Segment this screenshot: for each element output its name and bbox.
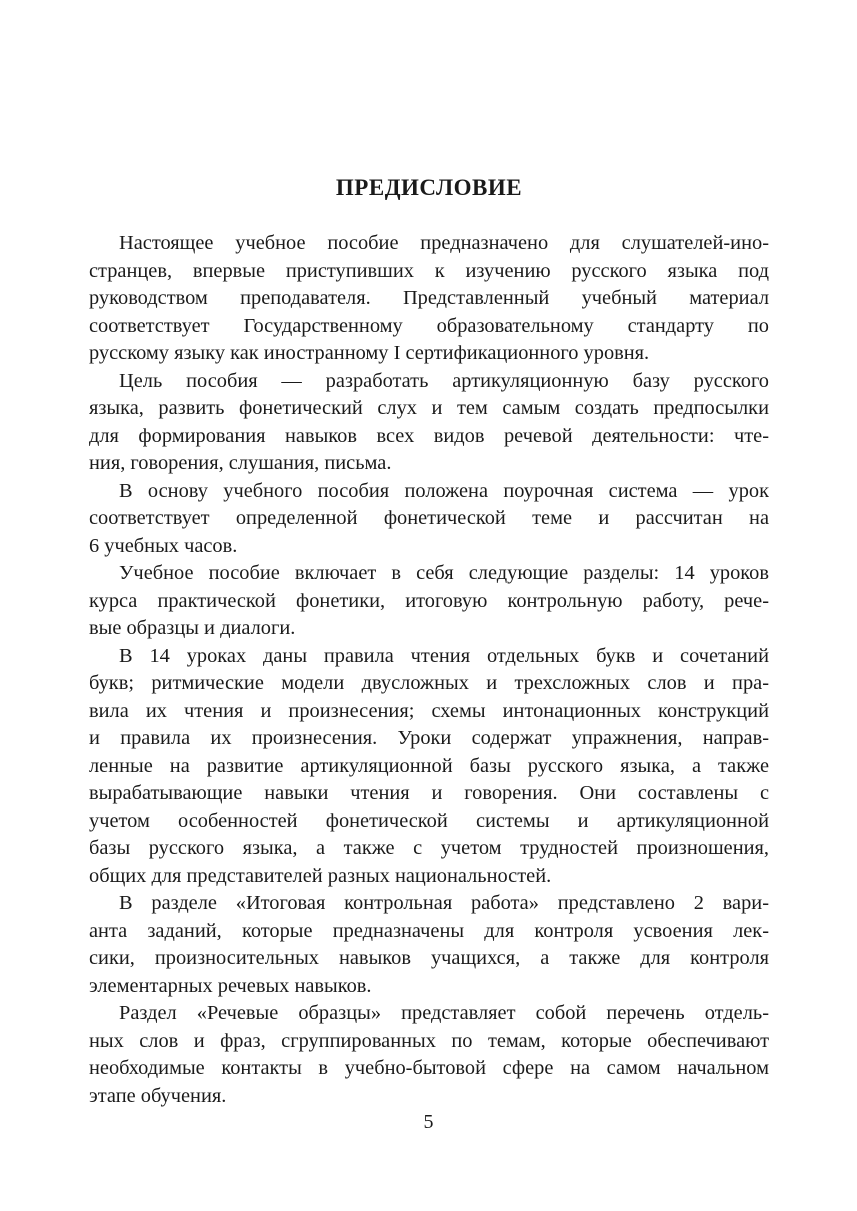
text-line: курса практической фонетики, итоговую контрольную работу, рече- xyxy=(89,589,769,612)
text-line: Цель пособия — разработать артикуляционную базу русского xyxy=(119,369,769,392)
text-line: В 14 уроках даны правила чтения отдельных букв и сочетаний xyxy=(119,644,769,667)
text-line: странцев, впервые приступивших к изучению русского языка под xyxy=(89,259,769,282)
text-line: учетом особенностей фонетической системы и артикуляционной xyxy=(89,809,769,832)
text-line: ленные на развитие артикуляционной базы русского языка, а также xyxy=(89,754,769,777)
text-line: русскому языку как иностранному I сертификационного уровня. xyxy=(89,342,650,364)
text-line: базы русского языка, а также с учетом трудностей произношения, xyxy=(89,837,769,859)
text-line: вые образцы и диалоги. xyxy=(89,617,296,639)
page-number: 5 xyxy=(423,1111,434,1133)
page-title: ПРЕДИСЛОВИЕ xyxy=(335,175,523,200)
paragraph xyxy=(89,643,769,891)
text-line: Учебное пособие включает в себя следующие разделы: 14 уроков xyxy=(119,562,769,584)
text-line: Настоящее учебное пособие предназначено для слушателей-ино- xyxy=(119,232,769,254)
text-line: Раздел «Речевые образцы» представляет собой перечень отдель- xyxy=(119,1002,769,1024)
text-line: вырабатывающие навыки чтения и говорения. Они составлены с xyxy=(89,782,769,804)
text-line: необходимые контакты в учебно-бытовой сфере на самом начальном xyxy=(89,1057,769,1079)
paragraph xyxy=(89,1000,769,1110)
paragraph xyxy=(89,368,769,478)
text-line: и правила их произнесения. Уроки содержат упражнения, направ- xyxy=(89,727,769,749)
text-line: В разделе «Итоговая контрольная работа» представлено 2 вари- xyxy=(119,892,769,914)
text-line: 6 учебных часов. xyxy=(89,534,238,557)
text-line: вила их чтения и произнесения; схемы интонационных конструкций xyxy=(89,699,769,722)
text-line: общих для представителей разных национальностей. xyxy=(89,864,552,887)
text-line: ния, говорения, слушания, письма. xyxy=(89,452,392,474)
page-body xyxy=(89,168,769,1110)
text-line: букв; ритмические модели двусложных и трехсложных слов и пра- xyxy=(89,672,769,694)
text-line: руководством преподавателя. Представленный учебный материал xyxy=(89,287,769,309)
paragraph xyxy=(89,478,769,561)
paragraph xyxy=(89,230,769,368)
text-line: языка, развить фонетический слух и тем самым создать предпосылки xyxy=(89,397,769,419)
text-line: элементарных речевых навыков. xyxy=(89,974,372,997)
text-line: сики, произносительных навыков учащихся, а также для контроля xyxy=(89,947,769,969)
text-line: анта заданий, которые предназначены для контроля усвоения лек- xyxy=(89,919,769,942)
text-line: для формирования навыков всех видов речевой деятельности: чте- xyxy=(89,424,769,447)
text-line: этапе обучения. xyxy=(89,1084,227,1107)
text-line: В основу учебного пособия положена поурочная система — урок xyxy=(119,479,769,502)
paragraph xyxy=(89,890,769,1000)
text-line: ных слов и фраз, сгруппированных по темам, которые обеспечивают xyxy=(89,1029,769,1052)
paragraph xyxy=(89,560,769,643)
text-line: соответствует Государственному образовательному стандарту по xyxy=(89,314,769,337)
text-line: соответствует определенной фонетической теме и рассчитан на xyxy=(89,507,769,529)
